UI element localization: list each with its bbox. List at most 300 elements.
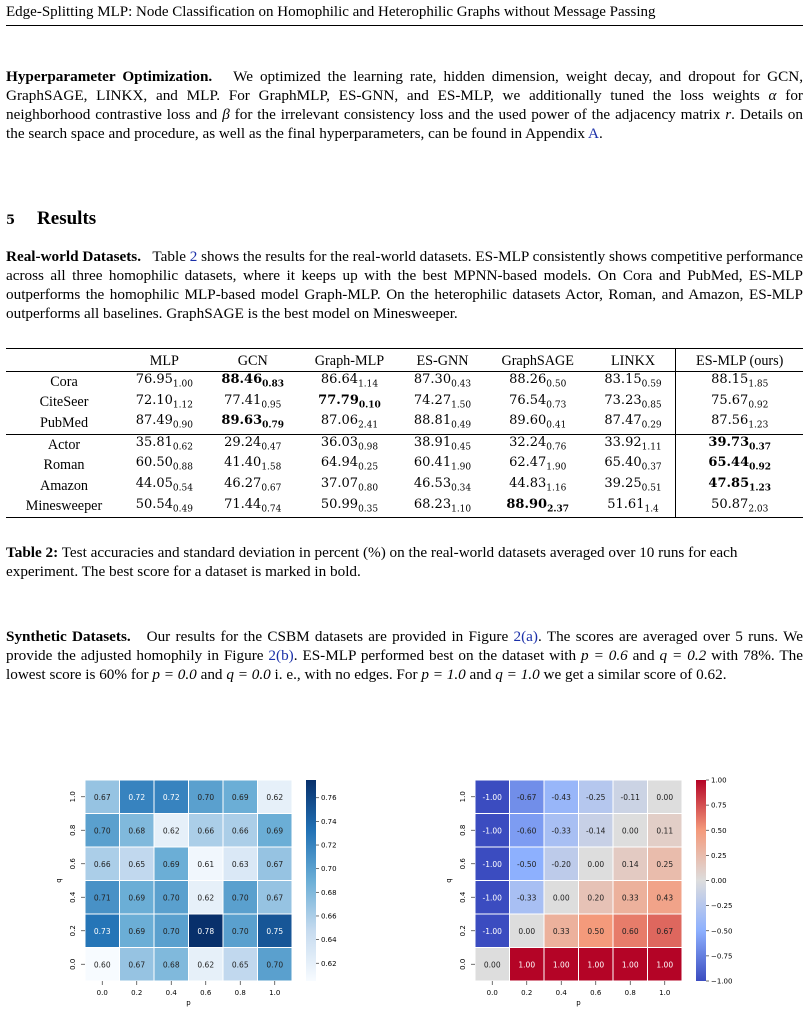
- colorbar: [306, 780, 316, 981]
- score-std: 0.95: [261, 400, 282, 411]
- x-axis-label: p: [186, 999, 191, 1007]
- cell-label: 0.72: [128, 792, 146, 802]
- synthetic-text: i. e., with no edges. For: [270, 666, 422, 683]
- synthetic-paragraph: [6, 627, 803, 684]
- x-tick-label: 0.8: [624, 989, 636, 997]
- score-std: 0.92: [748, 400, 769, 411]
- x-tick-label: 0.2: [521, 989, 533, 997]
- r-symbol: r: [725, 106, 732, 123]
- colorbar-tick-label: 0.50: [711, 826, 727, 835]
- cell-label: 0.78: [197, 926, 215, 936]
- col-header: ES-MLP (ours): [676, 349, 803, 372]
- score-cell: [400, 497, 485, 518]
- score-mean: 33.92: [604, 434, 642, 450]
- score-mean: 89.60: [509, 413, 547, 429]
- heatmap-homophily: [445, 772, 745, 1022]
- score-std: 1.23: [748, 420, 769, 431]
- cell-label: 0.67: [266, 893, 284, 903]
- score-cell: [676, 476, 803, 497]
- cell-label: 0.66: [93, 859, 111, 869]
- cell-label: 0.00: [656, 792, 674, 802]
- cell-label: -0.67: [517, 792, 537, 802]
- realworld-title: Real-world Datasets.: [6, 248, 141, 265]
- table-caption: [6, 543, 803, 581]
- table-row: [6, 476, 803, 497]
- cell-label: 0.73: [93, 926, 111, 936]
- score-std: 0.79: [262, 420, 285, 431]
- cell-label: 1.00: [656, 960, 674, 970]
- score-mean: 29.24: [224, 434, 262, 450]
- score-cell: [485, 372, 591, 393]
- score-std: 1.85: [748, 379, 769, 390]
- cell-label: 0.68: [128, 826, 146, 836]
- score-std: 0.37: [641, 462, 662, 473]
- score-cell: [591, 497, 676, 518]
- synthetic-text: and: [465, 666, 496, 683]
- cell-label: 0.62: [197, 893, 215, 903]
- score-std: 0.45: [451, 442, 472, 453]
- cell-label: -0.20: [551, 859, 571, 869]
- score-mean: 60.41: [413, 455, 452, 471]
- cell-label: -0.25: [586, 792, 606, 802]
- y-tick-label: 0.6: [459, 858, 467, 870]
- score-cell: [207, 476, 299, 497]
- score-std: 1.4: [644, 504, 659, 515]
- colorbar-tick-label: −0.75: [711, 952, 733, 961]
- score-std: 0.67: [261, 483, 282, 494]
- score-mean: 87.56: [711, 413, 749, 429]
- score-cell: [485, 497, 591, 518]
- score-std: 0.35: [358, 504, 379, 515]
- x-tick-label: 0.6: [590, 989, 602, 997]
- synthetic-text: with 78%. The lowest score is 60% for: [6, 647, 803, 683]
- score-mean: 72.10: [135, 392, 173, 408]
- cell-label: 0.70: [231, 893, 249, 903]
- y-axis-label: q: [55, 878, 63, 883]
- hyper-text: . Details on the search space and procedure, as well as the final hyperparameters, can be found in Appendix: [6, 106, 803, 142]
- colorbar-tick-label: 0.76: [321, 794, 337, 803]
- realworld-text: Table: [152, 248, 190, 265]
- cell-label: 0.33: [621, 893, 639, 903]
- x-tick-label: 1.0: [659, 989, 671, 997]
- x-tick-label: 1.0: [269, 989, 281, 997]
- score-cell: [207, 372, 299, 393]
- score-std: 1.16: [546, 483, 567, 494]
- score-std: 1.90: [451, 462, 472, 473]
- cell-label: 0.20: [587, 893, 605, 903]
- hyperparameter-paragraph: [6, 67, 803, 143]
- score-mean: 51.61: [607, 496, 645, 512]
- cell-label: 0.65: [128, 859, 146, 869]
- score-cell: [676, 497, 803, 518]
- score-mean: 86.64: [320, 372, 359, 387]
- score-std: 1.90: [546, 462, 567, 473]
- score-mean: 68.23: [413, 496, 452, 512]
- score-mean: 46.53: [413, 475, 452, 491]
- cell-label: 0.71: [93, 893, 111, 903]
- cell-label: 0.66: [197, 826, 215, 836]
- score-cell: [400, 393, 485, 414]
- score-cell: [207, 413, 299, 434]
- score-cell: [591, 413, 676, 434]
- math-expr: q = 0.2: [659, 647, 707, 664]
- cell-label: 1.00: [621, 960, 639, 970]
- x-tick-label: 0.0: [486, 989, 498, 997]
- cell-label: 0.70: [93, 826, 111, 836]
- score-std: 0.34: [451, 483, 472, 494]
- cell-label: 0.33: [552, 926, 570, 936]
- colorbar-tick-label: 0.66: [321, 912, 337, 921]
- x-tick-label: 0.8: [234, 989, 246, 997]
- score-cell: [485, 413, 591, 434]
- beta-symbol: β: [222, 106, 230, 123]
- dataset-name: PubMed: [39, 414, 89, 431]
- y-tick-label: 0.0: [459, 958, 467, 970]
- table-row: [6, 455, 803, 476]
- col-header: Graph-MLP: [314, 353, 385, 369]
- cell-label: 0.69: [162, 859, 180, 869]
- cell-label: 0.63: [231, 859, 249, 869]
- score-cell: [400, 476, 485, 497]
- y-tick-label: 1.0: [69, 791, 77, 803]
- score-mean: 83.15: [604, 372, 642, 387]
- score-mean: 39.25: [604, 475, 642, 491]
- table-row: [6, 413, 803, 434]
- dataset-name: Actor: [47, 436, 81, 453]
- cell-label: 0.72: [162, 792, 180, 802]
- score-mean: 60.50: [135, 455, 173, 471]
- results-table: [6, 348, 803, 518]
- score-cell: [207, 497, 299, 518]
- section-heading: [6, 208, 96, 230]
- score-std: 1.58: [261, 462, 282, 473]
- cell-label: 0.75: [266, 926, 284, 936]
- score-std: 1.14: [358, 379, 379, 390]
- score-cell: [299, 413, 400, 434]
- cell-label: 0.00: [518, 926, 536, 936]
- col-header: GCN: [237, 353, 268, 369]
- math-expr: q = 0.0: [226, 666, 271, 683]
- cell-label: 0.66: [231, 826, 249, 836]
- hyper-text: for the irrelevant consistency loss and the used power of the adjacency matrix: [229, 106, 726, 123]
- score-std: 0.88: [172, 462, 193, 473]
- cell-label: -1.00: [482, 826, 502, 836]
- cell-label: 0.70: [266, 960, 284, 970]
- score-cell: [676, 372, 803, 393]
- score-cell: [591, 372, 676, 393]
- math-expr: p = 0.6: [581, 647, 628, 664]
- y-tick-label: 0.8: [459, 824, 467, 836]
- score-mean: 38.91: [413, 434, 452, 450]
- cell-label: -0.60: [517, 826, 537, 836]
- cell-label: 0.70: [162, 926, 180, 936]
- score-cell: [207, 455, 299, 476]
- score-std: 2.37: [547, 504, 570, 515]
- cell-label: -0.33: [517, 893, 537, 903]
- cell-label: -0.11: [620, 792, 640, 802]
- cell-label: 0.69: [266, 826, 284, 836]
- score-mean: 50.87: [711, 496, 749, 512]
- score-std: 1.12: [172, 400, 193, 411]
- dataset-name: Amazon: [39, 477, 89, 494]
- x-tick-label: 0.2: [131, 989, 143, 997]
- cell-label: 0.11: [656, 826, 674, 836]
- section-title: Results: [37, 208, 97, 229]
- cell-label: 0.69: [128, 926, 146, 936]
- colorbar-tick-label: 0.00: [711, 877, 727, 885]
- colorbar-tick-label: 0.62: [321, 959, 337, 968]
- colorbar: [696, 780, 706, 981]
- math-expr: p = 1.0: [421, 666, 466, 683]
- score-cell: [299, 393, 400, 414]
- score-mean: 39.73: [708, 434, 750, 450]
- cell-label: 0.69: [231, 792, 249, 802]
- score-cell: [122, 413, 207, 434]
- score-std: 0.29: [641, 420, 662, 431]
- score-mean: 36.03: [320, 434, 359, 450]
- col-header: MLP: [149, 353, 179, 369]
- hyper-text: .: [598, 125, 603, 142]
- score-std: 0.76: [546, 442, 567, 453]
- realworld-paragraph: [6, 247, 803, 323]
- table-row: [6, 372, 803, 393]
- dataset-name: Roman: [43, 457, 85, 474]
- score-std: 0.90: [172, 420, 193, 431]
- appendix-link[interactable]: A: [587, 125, 599, 142]
- col-header: LINKX: [610, 353, 656, 369]
- x-tick-label: 0.0: [96, 989, 108, 997]
- cell-label: 1.00: [518, 960, 536, 970]
- score-mean: 87.47: [604, 413, 642, 429]
- score-std: 0.83: [262, 379, 285, 390]
- score-std: 0.10: [358, 400, 381, 411]
- math-expr: q = 1.0: [495, 666, 540, 683]
- header-rule: [6, 25, 803, 26]
- colorbar-tick-label: 1.00: [711, 776, 727, 785]
- caption-label: Table 2:: [6, 544, 59, 561]
- cell-label: 0.70: [162, 893, 180, 903]
- table-ref-link[interactable]: 2: [189, 248, 198, 265]
- colorbar-tick-label: 0.64: [321, 936, 337, 945]
- synthetic-text: . The scores are averaged over 5 runs. We provide the adjusted homophily in Figure: [6, 628, 803, 664]
- score-cell: [299, 476, 400, 497]
- score-cell: [400, 434, 485, 455]
- colorbar-tick-label: 0.72: [321, 841, 337, 850]
- score-std: 0.54: [172, 483, 193, 494]
- caption-text: Test accuracies and standard deviation in percent (%) on the real-world datasets averaged over 10 runs for each experiment. The best score for a dataset is marked in bold.: [6, 544, 738, 580]
- score-mean: 71.44: [224, 496, 262, 512]
- colorbar-tick-label: −0.25: [711, 902, 733, 911]
- score-std: 0.92: [749, 462, 772, 473]
- score-std: 0.41: [546, 420, 567, 431]
- cell-label: 0.67: [266, 859, 284, 869]
- score-cell: [122, 476, 207, 497]
- score-mean: 89.63: [221, 413, 263, 429]
- score-cell: [299, 372, 400, 393]
- score-std: 0.49: [172, 504, 193, 515]
- synthetic-text: Our results for the CSBM datasets are provided in Figure: [146, 628, 514, 645]
- score-mean: 88.15: [711, 372, 749, 387]
- colorbar-tick-label: −0.50: [711, 927, 733, 936]
- colorbar-tick-label: 0.75: [711, 801, 727, 810]
- score-mean: 73.23: [604, 392, 642, 408]
- score-mean: 76.95: [135, 372, 173, 387]
- score-std: 0.80: [358, 483, 379, 494]
- y-tick-label: 0.2: [459, 925, 467, 937]
- score-mean: 62.47: [509, 455, 547, 471]
- synthetic-text: and: [627, 647, 660, 664]
- score-cell: [400, 372, 485, 393]
- score-cell: [207, 434, 299, 455]
- y-axis-label: q: [445, 878, 453, 883]
- synthetic-text: we get a similar score of 0.62.: [539, 666, 727, 683]
- score-cell: [591, 393, 676, 414]
- score-mean: 50.99: [320, 496, 359, 512]
- score-cell: [676, 413, 803, 434]
- score-cell: [591, 476, 676, 497]
- cell-label: 0.00: [552, 893, 570, 903]
- cell-label: 0.60: [93, 960, 111, 970]
- cell-label: 0.00: [621, 826, 639, 836]
- score-std: 1.50: [451, 400, 472, 411]
- score-cell: [676, 393, 803, 414]
- dataset-name: Minesweeper: [25, 498, 103, 515]
- cell-label: 0.25: [656, 859, 674, 869]
- hyper-title: Hyperparameter Optimization.: [6, 68, 213, 85]
- colorbar-tick-label: 0.25: [711, 851, 727, 860]
- score-cell: [299, 455, 400, 476]
- figure-2a-link[interactable]: 2(a): [513, 628, 538, 645]
- y-tick-label: 1.0: [459, 791, 467, 803]
- cell-label: 0.43: [656, 893, 674, 903]
- score-std: 0.98: [358, 442, 379, 453]
- table-row: [6, 497, 803, 518]
- score-mean: 88.81: [413, 413, 452, 429]
- colorbar-tick-label: 0.74: [321, 817, 337, 826]
- score-mean: 88.90: [506, 496, 548, 512]
- score-cell: [207, 393, 299, 414]
- y-tick-label: 0.6: [69, 858, 77, 870]
- score-cell: [485, 476, 591, 497]
- score-std: 0.62: [172, 442, 193, 453]
- score-mean: 88.46: [221, 372, 263, 387]
- score-mean: 37.07: [320, 475, 359, 491]
- score-mean: 77.41: [224, 392, 262, 408]
- x-tick-label: 0.4: [165, 989, 177, 997]
- score-cell: [400, 455, 485, 476]
- dataset-name: CiteSeer: [39, 394, 89, 411]
- synthetic-text: and: [196, 666, 227, 683]
- hyper-text: for neighborhood contrastive loss and: [6, 87, 803, 123]
- heatmap-accuracy: [55, 772, 355, 1022]
- cell-label: 0.68: [162, 960, 180, 970]
- score-cell: [400, 413, 485, 434]
- score-mean: 44.83: [509, 475, 547, 491]
- x-axis-label: p: [576, 999, 581, 1007]
- score-std: 1.10: [451, 504, 472, 515]
- table-header-row: [6, 349, 803, 372]
- score-mean: 32.24: [509, 434, 547, 450]
- table-row: [6, 393, 803, 414]
- colorbar-tick-label: 0.68: [321, 888, 337, 897]
- score-cell: [591, 455, 676, 476]
- cell-label: -1.00: [482, 926, 502, 936]
- score-mean: 77.79: [318, 392, 359, 408]
- cell-label: 0.50: [587, 926, 605, 936]
- score-cell: [122, 372, 207, 393]
- score-std: 2.41: [358, 420, 379, 431]
- hyper-text: We optimized the learning rate, hidden dimension, weight decay, and dropout for GCN, GraphSAGE, LINKX, and MLP. For GraphMLP, ES-GNN, and ES-MLP, we additionally tuned the loss weights: [6, 68, 803, 104]
- cell-label: 1.00: [587, 960, 605, 970]
- cell-label: 0.00: [483, 960, 501, 970]
- score-std: 0.37: [749, 442, 772, 453]
- col-header: GraphSAGE: [501, 353, 574, 369]
- figure-2b-link[interactable]: 2(b): [268, 647, 294, 664]
- col-header: ES-GNN: [416, 353, 469, 369]
- cell-label: -0.43: [551, 792, 571, 802]
- score-std: 0.47: [261, 442, 282, 453]
- realworld-text: shows the results for the real-world datasets. ES-MLP consistently shows competitive performance across all three homophilic datasets, where it keeps up with the best MPNN-based models. On Cora and PubMed, ES-MLP outperforms the homophilic MLP-based model Graph-MLP. On the heterophilic datasets Actor, Roman, and Amazon, ES-MLP outperforms all baselines. GraphSAGE is the best model on Minesweeper.: [6, 248, 803, 322]
- cell-label: 0.65: [231, 960, 249, 970]
- y-tick-label: 0.2: [69, 925, 77, 937]
- score-std: 0.50: [546, 379, 567, 390]
- score-cell: [591, 434, 676, 455]
- score-std: 0.59: [641, 379, 662, 390]
- score-std: 0.49: [451, 420, 472, 431]
- math-expr: p = 0.0: [152, 666, 197, 683]
- score-mean: 46.27: [224, 475, 262, 491]
- cell-label: 0.60: [621, 926, 639, 936]
- score-mean: 74.27: [413, 392, 452, 408]
- cell-label: -0.33: [551, 826, 571, 836]
- cell-label: -0.50: [517, 859, 537, 869]
- cell-label: 0.70: [231, 926, 249, 936]
- running-header: Edge-Splitting MLP: Node Classification on Homophilic and Heterophilic Graphs without Message Passing: [6, 4, 656, 20]
- cell-label: 1.00: [552, 960, 570, 970]
- cell-label: -1.00: [482, 893, 502, 903]
- alpha-symbol: α: [768, 87, 777, 104]
- colorbar-tick-label: 0.70: [321, 865, 337, 874]
- score-cell: [122, 393, 207, 414]
- score-mean: 44.05: [135, 475, 173, 491]
- score-mean: 87.30: [413, 372, 452, 387]
- score-cell: [299, 434, 400, 455]
- y-tick-label: 0.8: [69, 824, 77, 836]
- cell-label: -0.14: [586, 826, 606, 836]
- score-std: 0.74: [261, 504, 282, 515]
- score-cell: [676, 455, 803, 476]
- score-mean: 35.81: [135, 434, 173, 450]
- dataset-name: Cora: [50, 373, 78, 390]
- table-corner: [6, 349, 122, 372]
- cell-label: 0.14: [621, 859, 639, 869]
- cell-label: 0.62: [162, 826, 180, 836]
- cell-label: 0.00: [587, 859, 605, 869]
- score-mean: 64.94: [320, 455, 359, 471]
- score-mean: 75.67: [711, 392, 749, 408]
- score-mean: 88.26: [509, 372, 547, 387]
- y-tick-label: 0.4: [459, 891, 467, 903]
- synthetic-text: . ES-MLP performed best on the dataset with: [293, 647, 582, 664]
- score-mean: 47.85: [708, 475, 750, 491]
- cell-label: -1.00: [482, 859, 502, 869]
- score-cell: [299, 497, 400, 518]
- y-tick-label: 0.4: [69, 891, 77, 903]
- score-mean: 41.40: [224, 455, 262, 471]
- cell-label: 0.67: [93, 792, 111, 802]
- score-std: 0.85: [641, 400, 662, 411]
- cell-label: 0.62: [197, 960, 215, 970]
